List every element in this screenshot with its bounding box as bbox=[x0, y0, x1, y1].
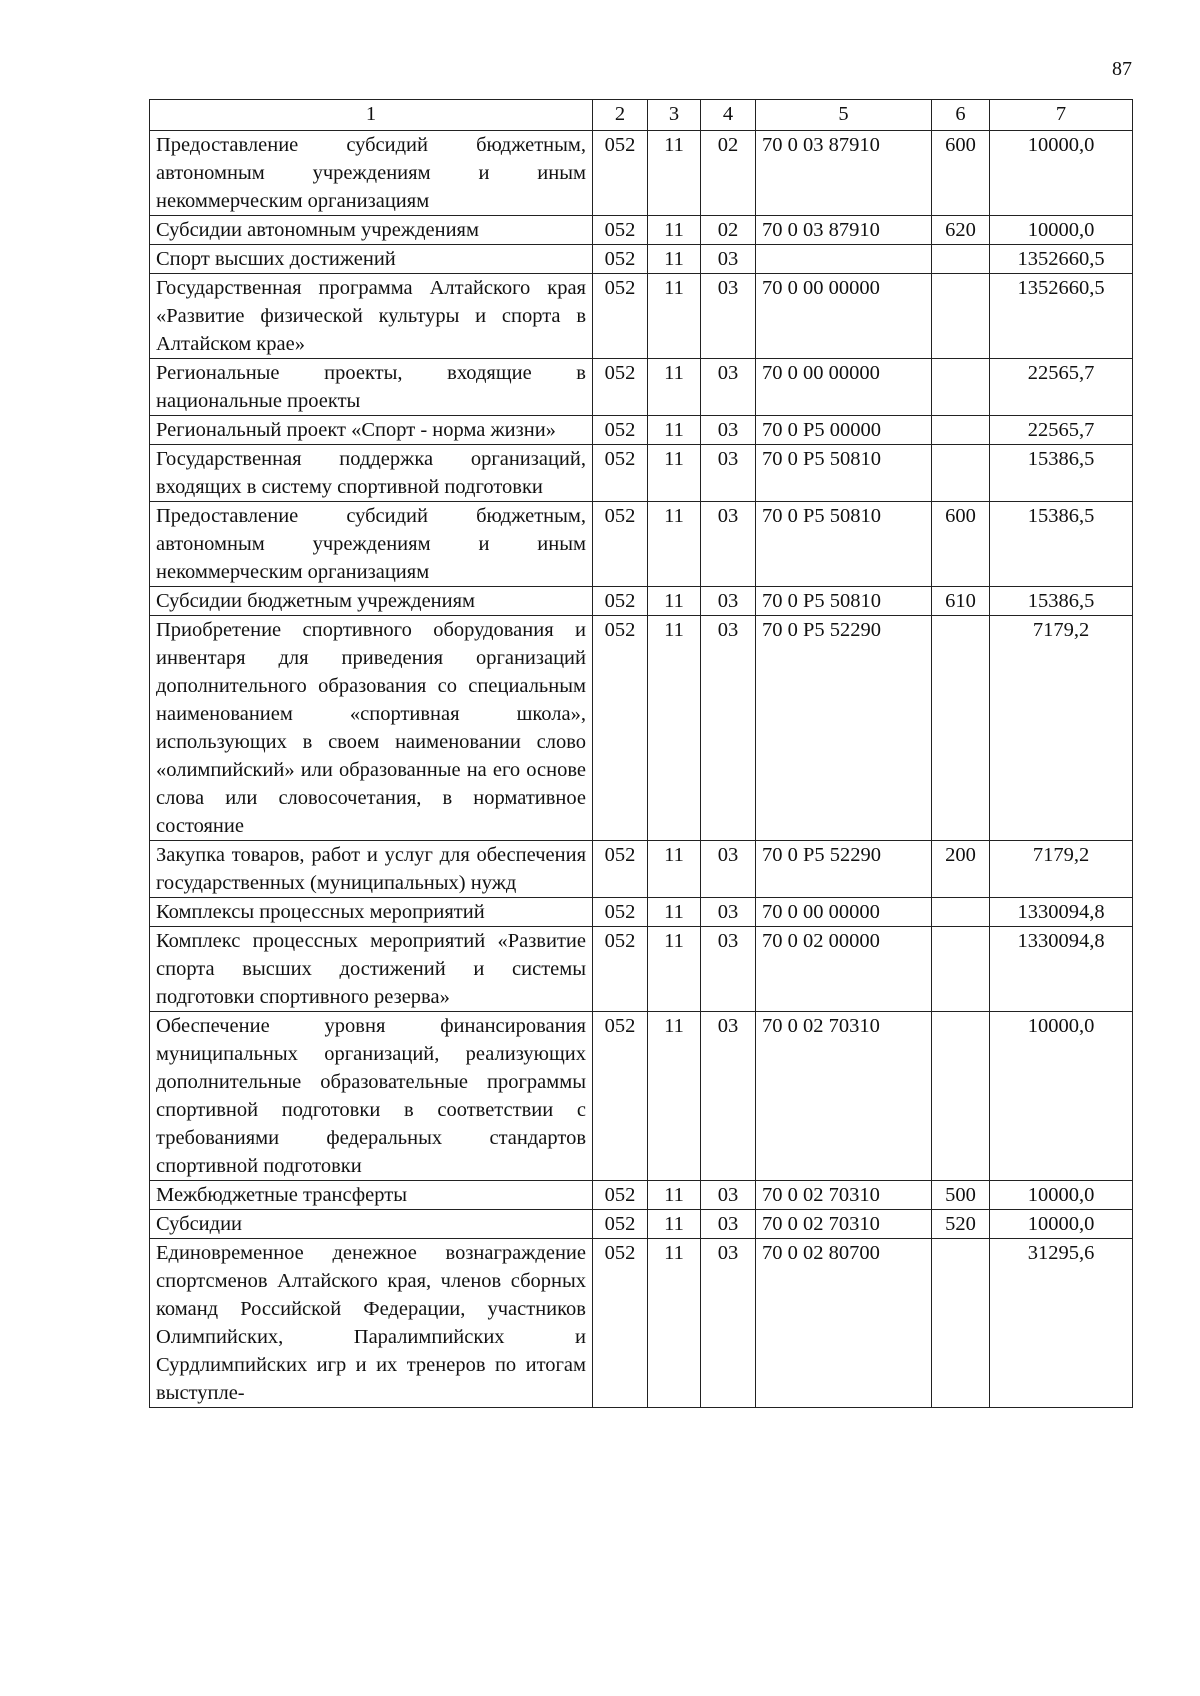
row-csr-cell bbox=[756, 245, 932, 274]
row-vr-cell bbox=[932, 359, 990, 416]
row-gr-cell: 052 bbox=[593, 131, 648, 216]
row-sum-cell: 10000,0 bbox=[990, 1012, 1133, 1181]
row-pr-cell: 03 bbox=[701, 587, 756, 616]
row-name-cell: Региональные проекты, входящие в национальные проекты bbox=[150, 359, 593, 416]
row-vr-cell: 520 bbox=[932, 1210, 990, 1239]
column-header: 2 bbox=[593, 100, 648, 131]
row-pr-cell: 02 bbox=[701, 131, 756, 216]
column-header: 5 bbox=[756, 100, 932, 131]
row-gr-cell: 052 bbox=[593, 416, 648, 445]
row-gr-cell: 052 bbox=[593, 502, 648, 587]
row-vr-cell bbox=[932, 445, 990, 502]
row-vr-cell: 600 bbox=[932, 131, 990, 216]
row-csr-cell: 70 0 P5 50810 bbox=[756, 587, 932, 616]
table-row bbox=[150, 274, 1133, 359]
row-sum-cell: 7179,2 bbox=[990, 616, 1133, 841]
row-gr-cell: 052 bbox=[593, 445, 648, 502]
row-vr-cell bbox=[932, 898, 990, 927]
row-sum-cell: 15386,5 bbox=[990, 445, 1133, 502]
row-vr-cell bbox=[932, 1012, 990, 1181]
row-rz-cell: 11 bbox=[648, 416, 701, 445]
row-csr-cell: 70 0 02 00000 bbox=[756, 927, 932, 1012]
row-pr-cell: 03 bbox=[701, 1239, 756, 1408]
row-name-cell: Комплексы процессных мероприятий bbox=[150, 898, 593, 927]
row-csr-cell: 70 0 02 70310 bbox=[756, 1181, 932, 1210]
row-csr-cell: 70 0 P5 50810 bbox=[756, 445, 932, 502]
row-vr-cell: 620 bbox=[932, 216, 990, 245]
row-csr-cell: 70 0 02 70310 bbox=[756, 1210, 932, 1239]
column-header: 7 bbox=[990, 100, 1133, 131]
row-name-cell: Межбюджетные трансферты bbox=[150, 1181, 593, 1210]
table-row bbox=[150, 502, 1133, 587]
row-gr-cell: 052 bbox=[593, 245, 648, 274]
column-header: 6 bbox=[932, 100, 990, 131]
row-name-cell: Обеспечение уровня финансирования муниципальных организаций, реализующих дополнительные образовательные программы спортивной подготовки в соответствии с требованиями федеральных стандартов спортивной подготовки bbox=[150, 1012, 593, 1181]
row-sum-cell: 1330094,8 bbox=[990, 927, 1133, 1012]
row-rz-cell: 11 bbox=[648, 927, 701, 1012]
row-name-cell: Субсидии автономным учреждениям bbox=[150, 216, 593, 245]
row-vr-cell: 600 bbox=[932, 502, 990, 587]
row-csr-cell: 70 0 03 87910 bbox=[756, 131, 932, 216]
row-pr-cell: 03 bbox=[701, 927, 756, 1012]
row-sum-cell: 10000,0 bbox=[990, 1181, 1133, 1210]
row-gr-cell: 052 bbox=[593, 1210, 648, 1239]
column-header: 4 bbox=[701, 100, 756, 131]
row-gr-cell: 052 bbox=[593, 359, 648, 416]
row-gr-cell: 052 bbox=[593, 587, 648, 616]
row-vr-cell: 200 bbox=[932, 841, 990, 898]
row-sum-cell: 22565,7 bbox=[990, 416, 1133, 445]
row-pr-cell: 03 bbox=[701, 1210, 756, 1239]
row-rz-cell: 11 bbox=[648, 616, 701, 841]
row-csr-cell: 70 0 02 70310 bbox=[756, 1012, 932, 1181]
row-gr-cell: 052 bbox=[593, 1012, 648, 1181]
row-gr-cell: 052 bbox=[593, 274, 648, 359]
row-name-cell: Единовременное денежное вознаграждение спортсменов Алтайского края, членов сборных команд Российской Федерации, участников Олимпийских, Паралимпийских и Сурдлимпийских игр и их тренеров по итогам выступле- bbox=[150, 1239, 593, 1408]
row-sum-cell: 10000,0 bbox=[990, 1210, 1133, 1239]
table-row bbox=[150, 898, 1133, 927]
table-row bbox=[150, 1210, 1133, 1239]
row-vr-cell bbox=[932, 616, 990, 841]
table-row bbox=[150, 359, 1133, 416]
row-rz-cell: 11 bbox=[648, 131, 701, 216]
row-csr-cell: 70 0 P5 50810 bbox=[756, 502, 932, 587]
row-pr-cell: 03 bbox=[701, 416, 756, 445]
row-sum-cell: 1352660,5 bbox=[990, 245, 1133, 274]
column-header: 1 bbox=[150, 100, 593, 131]
row-rz-cell: 11 bbox=[648, 898, 701, 927]
table-body bbox=[150, 131, 1133, 1408]
table-row bbox=[150, 587, 1133, 616]
row-sum-cell: 10000,0 bbox=[990, 131, 1133, 216]
row-pr-cell: 03 bbox=[701, 274, 756, 359]
row-sum-cell: 1352660,5 bbox=[990, 274, 1133, 359]
row-rz-cell: 11 bbox=[648, 245, 701, 274]
row-name-cell: Спорт высших достижений bbox=[150, 245, 593, 274]
row-sum-cell: 1330094,8 bbox=[990, 898, 1133, 927]
row-name-cell: Закупка товаров, работ и услуг для обеспечения государственных (муниципальных) нужд bbox=[150, 841, 593, 898]
budget-table bbox=[149, 99, 1133, 1408]
row-rz-cell: 11 bbox=[648, 1181, 701, 1210]
row-name-cell: Комплекс процессных мероприятий «Развитие спорта высших достижений и системы подготовки спортивного резерва» bbox=[150, 927, 593, 1012]
table-row bbox=[150, 216, 1133, 245]
row-sum-cell: 7179,2 bbox=[990, 841, 1133, 898]
row-csr-cell: 70 0 00 00000 bbox=[756, 274, 932, 359]
table-row bbox=[150, 927, 1133, 1012]
row-vr-cell: 500 bbox=[932, 1181, 990, 1210]
row-name-cell: Субсидии bbox=[150, 1210, 593, 1239]
row-name-cell: Предоставление субсидий бюджетным, автономным учреждениям и иным некоммерческим организациям bbox=[150, 131, 593, 216]
row-vr-cell: 610 bbox=[932, 587, 990, 616]
row-vr-cell bbox=[932, 1239, 990, 1408]
row-pr-cell: 03 bbox=[701, 1181, 756, 1210]
row-pr-cell: 03 bbox=[701, 445, 756, 502]
column-header: 3 bbox=[648, 100, 701, 131]
row-name-cell: Приобретение спортивного оборудования и инвентаря для приведения организаций дополнительного образования со специальным наименованием «спортивная школа», использующих в своем наименовании слово «олимпийский» или образованные на его основе слова или словосочетания, в нормативное состояние bbox=[150, 616, 593, 841]
row-name-cell: Субсидии бюджетным учреждениям bbox=[150, 587, 593, 616]
row-pr-cell: 03 bbox=[701, 1012, 756, 1181]
table-row bbox=[150, 416, 1133, 445]
row-gr-cell: 052 bbox=[593, 898, 648, 927]
row-pr-cell: 03 bbox=[701, 616, 756, 841]
row-name-cell: Предоставление субсидий бюджетным, автономным учреждениям и иным некоммерческим организациям bbox=[150, 502, 593, 587]
row-rz-cell: 11 bbox=[648, 587, 701, 616]
row-sum-cell: 15386,5 bbox=[990, 502, 1133, 587]
row-vr-cell bbox=[932, 245, 990, 274]
table-row bbox=[150, 245, 1133, 274]
row-vr-cell bbox=[932, 927, 990, 1012]
row-gr-cell: 052 bbox=[593, 216, 648, 245]
row-rz-cell: 11 bbox=[648, 1210, 701, 1239]
row-rz-cell: 11 bbox=[648, 1012, 701, 1181]
row-csr-cell: 70 0 P5 52290 bbox=[756, 616, 932, 841]
row-sum-cell: 22565,7 bbox=[990, 359, 1133, 416]
row-gr-cell: 052 bbox=[593, 1181, 648, 1210]
row-sum-cell: 10000,0 bbox=[990, 216, 1133, 245]
table-row bbox=[150, 841, 1133, 898]
table-row bbox=[150, 1012, 1133, 1181]
row-name-cell: Государственная поддержка организаций, входящих в систему спортивной подготовки bbox=[150, 445, 593, 502]
row-gr-cell: 052 bbox=[593, 1239, 648, 1408]
row-csr-cell: 70 0 P5 00000 bbox=[756, 416, 932, 445]
table-row bbox=[150, 1181, 1133, 1210]
row-pr-cell: 03 bbox=[701, 245, 756, 274]
table-row bbox=[150, 131, 1133, 216]
row-pr-cell: 03 bbox=[701, 841, 756, 898]
header-row bbox=[150, 100, 1133, 131]
row-name-cell: Региональный проект «Спорт - норма жизни» bbox=[150, 416, 593, 445]
row-name-cell: Государственная программа Алтайского края «Развитие физической культуры и спорта в Алтайском крае» bbox=[150, 274, 593, 359]
row-gr-cell: 052 bbox=[593, 841, 648, 898]
row-csr-cell: 70 0 00 00000 bbox=[756, 898, 932, 927]
row-rz-cell: 11 bbox=[648, 1239, 701, 1408]
table-row bbox=[150, 1239, 1133, 1408]
row-gr-cell: 052 bbox=[593, 927, 648, 1012]
table-row bbox=[150, 445, 1133, 502]
row-rz-cell: 11 bbox=[648, 216, 701, 245]
row-sum-cell: 15386,5 bbox=[990, 587, 1133, 616]
row-csr-cell: 70 0 03 87910 bbox=[756, 216, 932, 245]
row-rz-cell: 11 bbox=[648, 445, 701, 502]
row-rz-cell: 11 bbox=[648, 274, 701, 359]
row-vr-cell bbox=[932, 416, 990, 445]
row-sum-cell: 31295,6 bbox=[990, 1239, 1133, 1408]
page-number: 87 bbox=[1112, 58, 1132, 80]
row-pr-cell: 02 bbox=[701, 216, 756, 245]
row-csr-cell: 70 0 00 00000 bbox=[756, 359, 932, 416]
row-pr-cell: 03 bbox=[701, 502, 756, 587]
row-rz-cell: 11 bbox=[648, 841, 701, 898]
row-rz-cell: 11 bbox=[648, 359, 701, 416]
row-vr-cell bbox=[932, 274, 990, 359]
row-csr-cell: 70 0 P5 52290 bbox=[756, 841, 932, 898]
row-pr-cell: 03 bbox=[701, 359, 756, 416]
table-row bbox=[150, 616, 1133, 841]
row-pr-cell: 03 bbox=[701, 898, 756, 927]
row-gr-cell: 052 bbox=[593, 616, 648, 841]
row-csr-cell: 70 0 02 80700 bbox=[756, 1239, 932, 1408]
row-rz-cell: 11 bbox=[648, 502, 701, 587]
